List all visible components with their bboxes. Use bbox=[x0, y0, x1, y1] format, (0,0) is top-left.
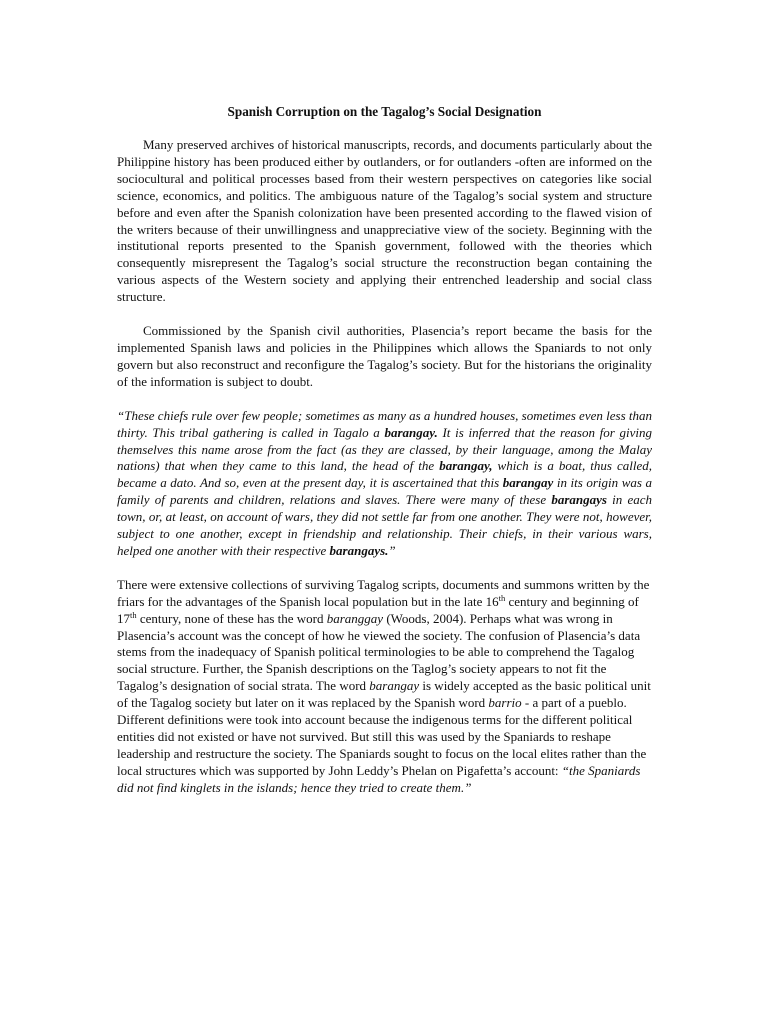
p3-text-3: century, none of these has the word bbox=[136, 610, 327, 626]
p3-superscript-1: th bbox=[498, 592, 506, 603]
quote-text-4: in its origin was a family of parents and children, relations and slaves. There were many of these bbox=[117, 475, 652, 508]
quote-bold-term-2: barangay, bbox=[439, 458, 493, 474]
block-quote bbox=[117, 408, 652, 560]
p3-italic-term-3: barrio bbox=[488, 695, 522, 711]
quote-text-6: ” bbox=[388, 542, 396, 558]
quote-text-3: which is a boat, thus called, became a dato. And so, even at the present day, it is ascertained that this bbox=[117, 458, 652, 491]
p3-text-4: (Woods, 2004). Perhaps what was wrong in Plasencia’s account was the concept of how he viewed the society. The confusion of Plasencia’s data stems from the inadequacy of Spanish political terminologies to be able to comprehend the Tagalog social structure. Further, the Spanish descriptions on the Taglog’s society appears to not fit the Tagalog’s designation of social strata. The word bbox=[117, 610, 641, 694]
quote-bold-term-1: barangay. bbox=[384, 424, 438, 440]
paragraph-3 bbox=[117, 577, 652, 797]
quote-text-5: in each town, or, at least, on account of wars, they did not settle far from one another. They were not, however, subject to one another, except in friendship and relationship. Their chiefs, in their various wars, helped one another with their respective bbox=[117, 492, 653, 558]
quote-text-2: It is inferred that the reason for giving themselves this name arose from the fact (as they are classed, by their language, among the Malay nations) that when they came to this land, the head of the bbox=[117, 424, 652, 474]
document-title: Spanish Corruption on the Tagalog’s Social Designation bbox=[227, 104, 542, 119]
paragraph-2: Commissioned by the Spanish civil authorities, Plasencia’s report became the basis for the implemented Spanish laws and policies in the Philippines which allows the Spaniards to not only govern but also reconstruct and reconfigure the Tagalog’s society. But for the historians the originality of the information is subject to doubt. bbox=[117, 323, 652, 389]
p3-italic-term-1: baranggay bbox=[326, 610, 384, 626]
p3-text-2: century and beginning of 17 bbox=[117, 593, 639, 626]
quote-bold-term-3: barangay bbox=[502, 475, 554, 491]
quote-text-1: “These chiefs rule over few people; sometimes as many as a hundred houses, sometimes even less than thirty. This tribal gathering is called in Tagalo a bbox=[117, 407, 652, 440]
p3-text-1: There were extensive collections of surviving Tagalog scripts, documents and summons written by the friars for the advantages of the Spanish local population but in the late 16 bbox=[117, 576, 650, 609]
document-page bbox=[117, 103, 652, 797]
p3-italic-quote: “the Spaniards did not find kinglets in the islands; hence they tried to create them.” bbox=[117, 762, 641, 795]
p3-italic-term-2: barangay bbox=[369, 678, 420, 694]
quote-bold-term-5: barangays. bbox=[329, 542, 389, 558]
p3-text-6: - a part of a pueblo. Different definitions were took into account because the indigenous terms for the different political entities did not existed or have not survived. But still this was used by the Spaniards to reshape leadership and restructure the society. The Spaniards sought to focus on the local elites rather than the local structures which was supported by John Leddy’s Phelan on Pigafetta’s account: bbox=[117, 695, 647, 778]
quote-bold-term-4: barangays bbox=[551, 492, 607, 508]
paragraph-1: Many preserved archives of historical manuscripts, records, and documents particularly about the Philippine history has been produced either by outlanders, or for outlanders -often are informed on the sociocultural and political processes based from their western perspectives on categories like social science, economics, and politics. The ambiguous nature of the Tagalog’s social system and structure before and even after the Spanish colonization have been presented according to the flawed vision of the writers because of their unwillingness and unappreciative view of the society. Beginning with the institutional reports presented to the Spanish government, followed with the theories which consequently misrepresent the Tagalog’s social structure the reconstruction began containing the various aspects of the Western society and applying their entrenched leadership and social class structure. bbox=[117, 137, 652, 305]
p3-text-5: is widely accepted as the basic political unit of the Tagalog society but later on it was replaced by the Spanish word bbox=[117, 678, 651, 711]
p3-superscript-2: th bbox=[130, 609, 137, 620]
